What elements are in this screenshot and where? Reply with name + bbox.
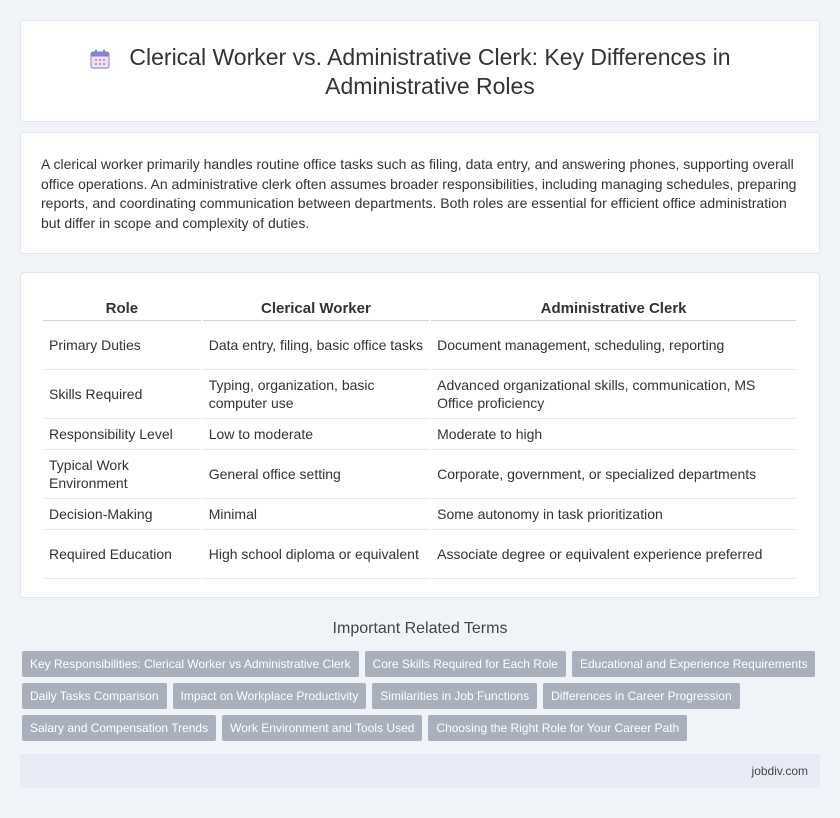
related-terms-title: Important Related Terms	[332, 620, 508, 637]
row-label: Typical Work Environment	[43, 450, 201, 499]
related-term-tag[interactable]: Salary and Compensation Trends	[22, 715, 216, 741]
clerical-cell: Data entry, filing, basic office tasks	[203, 321, 429, 370]
intro-card	[20, 132, 820, 254]
related-term-tag[interactable]: Impact on Workplace Productivity	[173, 683, 367, 709]
related-terms-list	[22, 651, 822, 741]
comparison-card	[20, 272, 820, 598]
admin-cell: Moderate to high	[431, 419, 796, 450]
table-row	[43, 450, 796, 499]
related-term-tag[interactable]: Similarities in Job Functions	[372, 683, 537, 709]
row-label: Responsibility Level	[43, 419, 201, 450]
related-term-tag[interactable]: Work Environment and Tools Used	[222, 715, 422, 741]
admin-cell: Corporate, government, or specialized departments	[431, 450, 796, 499]
row-label: Decision-Making	[43, 499, 201, 530]
table-row	[43, 530, 796, 579]
header-clerical-worker: Clerical Worker	[203, 291, 429, 321]
admin-cell: Some autonomy in task prioritization	[431, 499, 796, 530]
clerical-cell: Minimal	[203, 499, 429, 530]
clerical-cell: General office setting	[203, 450, 429, 499]
admin-cell: Associate degree or equivalent experience preferred	[431, 530, 796, 579]
related-term-tag[interactable]: Differences in Career Progression	[543, 683, 740, 709]
intro-paragraph: A clerical worker primarily handles routine office tasks such as filing, data entry, and answering phones, supporting overall office operations. An administrative clerk often assumes broader responsibilities, including managing schedules, preparing reports, and coordinating communication between departments. Both roles are essential for efficient office administration but differ in scope and complexity of duties.	[41, 156, 797, 231]
clerical-cell: Typing, organization, basic computer use	[203, 370, 429, 419]
table-row	[43, 370, 796, 419]
related-term-tag[interactable]: Key Responsibilities: Clerical Worker vs Administrative Clerk	[22, 651, 359, 677]
page-title: Clerical Worker vs. Administrative Clerk: Key Differences in Administrative Roles	[129, 44, 731, 99]
admin-cell: Document management, scheduling, reporting	[431, 321, 796, 370]
related-term-tag[interactable]: Core Skills Required for Each Role	[365, 651, 566, 677]
related-term-tag[interactable]: Daily Tasks Comparison	[22, 683, 167, 709]
header-role: Role	[43, 291, 201, 321]
table-header-row	[43, 291, 796, 321]
related-term-tag[interactable]: Choosing the Right Role for Your Career Path	[428, 715, 687, 741]
comparison-table	[41, 291, 798, 579]
footer-site-link[interactable]: jobdiv.com	[751, 764, 808, 778]
footer	[20, 754, 820, 788]
row-label: Skills Required	[43, 370, 201, 419]
table-row	[43, 419, 796, 450]
header-administrative-clerk: Administrative Clerk	[431, 291, 796, 321]
row-label: Required Education	[43, 530, 201, 579]
admin-cell: Advanced organizational skills, communication, MS Office proficiency	[431, 370, 796, 419]
clerical-cell: High school diploma or equivalent	[203, 530, 429, 579]
row-label: Primary Duties	[43, 321, 201, 370]
clerical-cell: Low to moderate	[203, 419, 429, 450]
related-term-tag[interactable]: Educational and Experience Requirements	[572, 651, 815, 677]
table-row	[43, 499, 796, 530]
table-row	[43, 321, 796, 370]
header-card	[20, 20, 820, 122]
